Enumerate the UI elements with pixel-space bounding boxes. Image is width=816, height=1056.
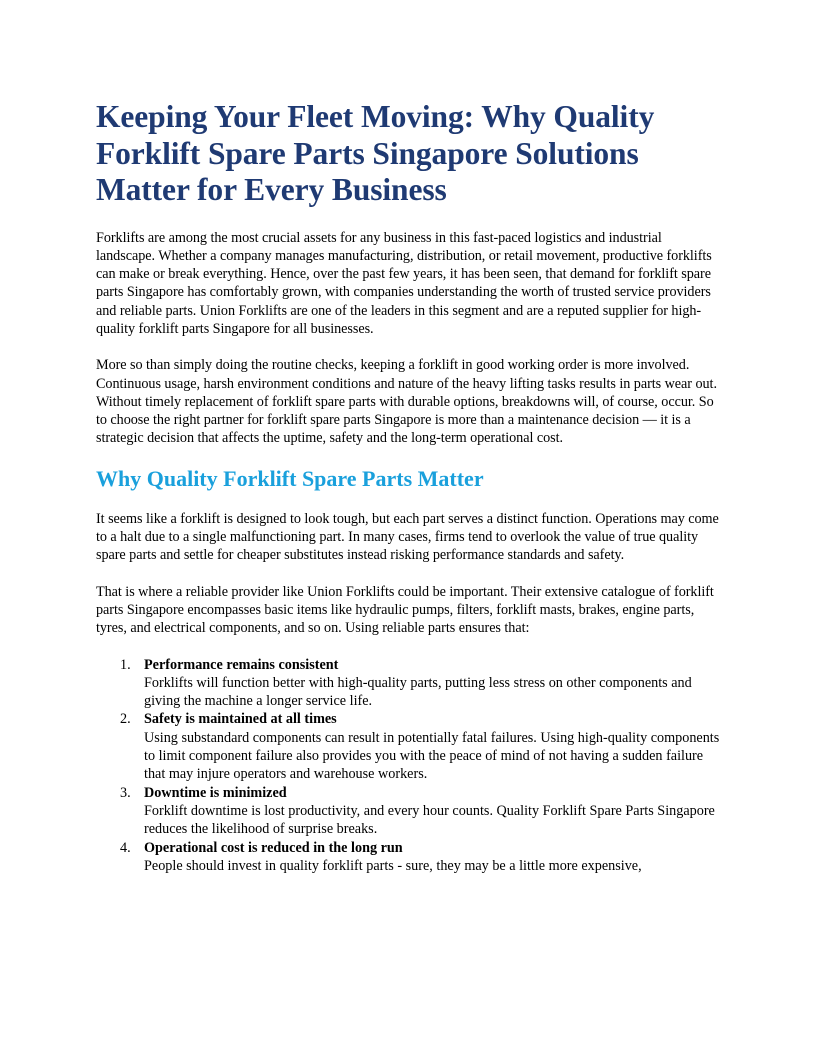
list-item-title: Operational cost is reduced in the long run	[144, 839, 403, 856]
list-item	[96, 656, 722, 711]
benefits-list	[96, 656, 722, 876]
list-item-title: Downtime is minimized	[144, 784, 287, 801]
list-item	[96, 710, 722, 783]
document-page	[96, 99, 722, 875]
intro-paragraph-1: Forklifts are among the most crucial assets for any business in this fast-paced logistics and industrial landscape. Whether a company manages manufacturing, distribution, or retail movement, productive forklifts can make or break everything. Hence, over the past few years, it has been seen, that demand for forklift spare parts Singapore has comfortably grown, with companies understanding the worth of trusted service providers and reliable parts. Union Forklifts are one of the leaders in this segment and are a reputed supplier for high-quality forklift parts Singapore for all businesses.	[96, 229, 712, 337]
list-item-number: 2.	[120, 711, 131, 728]
list-item-title: Safety is maintained at all times	[144, 711, 337, 728]
list-item-body: Forklift downtime is lost productivity, and every hour counts. Quality Forklift Spare Parts Singapore reduces the likelihood of surprise breaks.	[144, 802, 715, 838]
list-item-body: Using substandard components can result in potentially fatal failures. Using high-quality components to limit component failure also provides you with the peace of mind of not having a sudden failure that may injure operators and warehouse workers.	[144, 729, 720, 783]
section-heading: Why Quality Forklift Spare Parts Matter	[96, 465, 484, 491]
list-item-number: 4.	[120, 839, 131, 856]
list-item	[96, 839, 722, 876]
intro-paragraph-2: More so than simply doing the routine checks, keeping a forklift in good working order is more involved. Continuous usage, harsh environment conditions and nature of the heavy lifting tasks results in parts wear out. Without timely replacement of forklift spare parts with durable options, breakdowns will, of course, occur. So to choose the right partner for forklift spare parts Singapore is more than a maintenance decision — it is a strategic decision that affects the uptime, safety and the long-term operational cost.	[96, 357, 717, 447]
list-item-title: Performance remains consistent	[144, 656, 339, 673]
document-title: Keeping Your Fleet Moving: Why Quality Forklift Spare Parts Singapore Solutions Matter for Every Business	[96, 99, 655, 207]
list-item-number: 1.	[120, 656, 131, 673]
list-item-body: Forklifts will function better with high-quality parts, putting less stress on other components and giving the machine a longer service life.	[144, 674, 692, 710]
section-paragraph-1: It seems like a forklift is designed to look tough, but each part serves a distinct function. Operations may come to a halt due to a single malfunctioning part. In many cases, firms tend to overlook the value of true quality spare parts and settle for cheaper substitutes instead risking performance standards and safety.	[96, 510, 719, 564]
list-item	[96, 784, 722, 839]
list-item-number: 3.	[120, 784, 131, 801]
section-paragraph-2: That is where a reliable provider like Union Forklifts could be important. Their extensive catalogue of forklift parts Singapore encompasses basic items like hydraulic pumps, filters, forklift masts, brakes, engine parts, tyres, and electrical components, and so on. Using reliable parts ensures that:	[96, 583, 714, 637]
list-item-body: People should invest in quality forklift parts - sure, they may be a little more expensive,	[144, 857, 642, 874]
